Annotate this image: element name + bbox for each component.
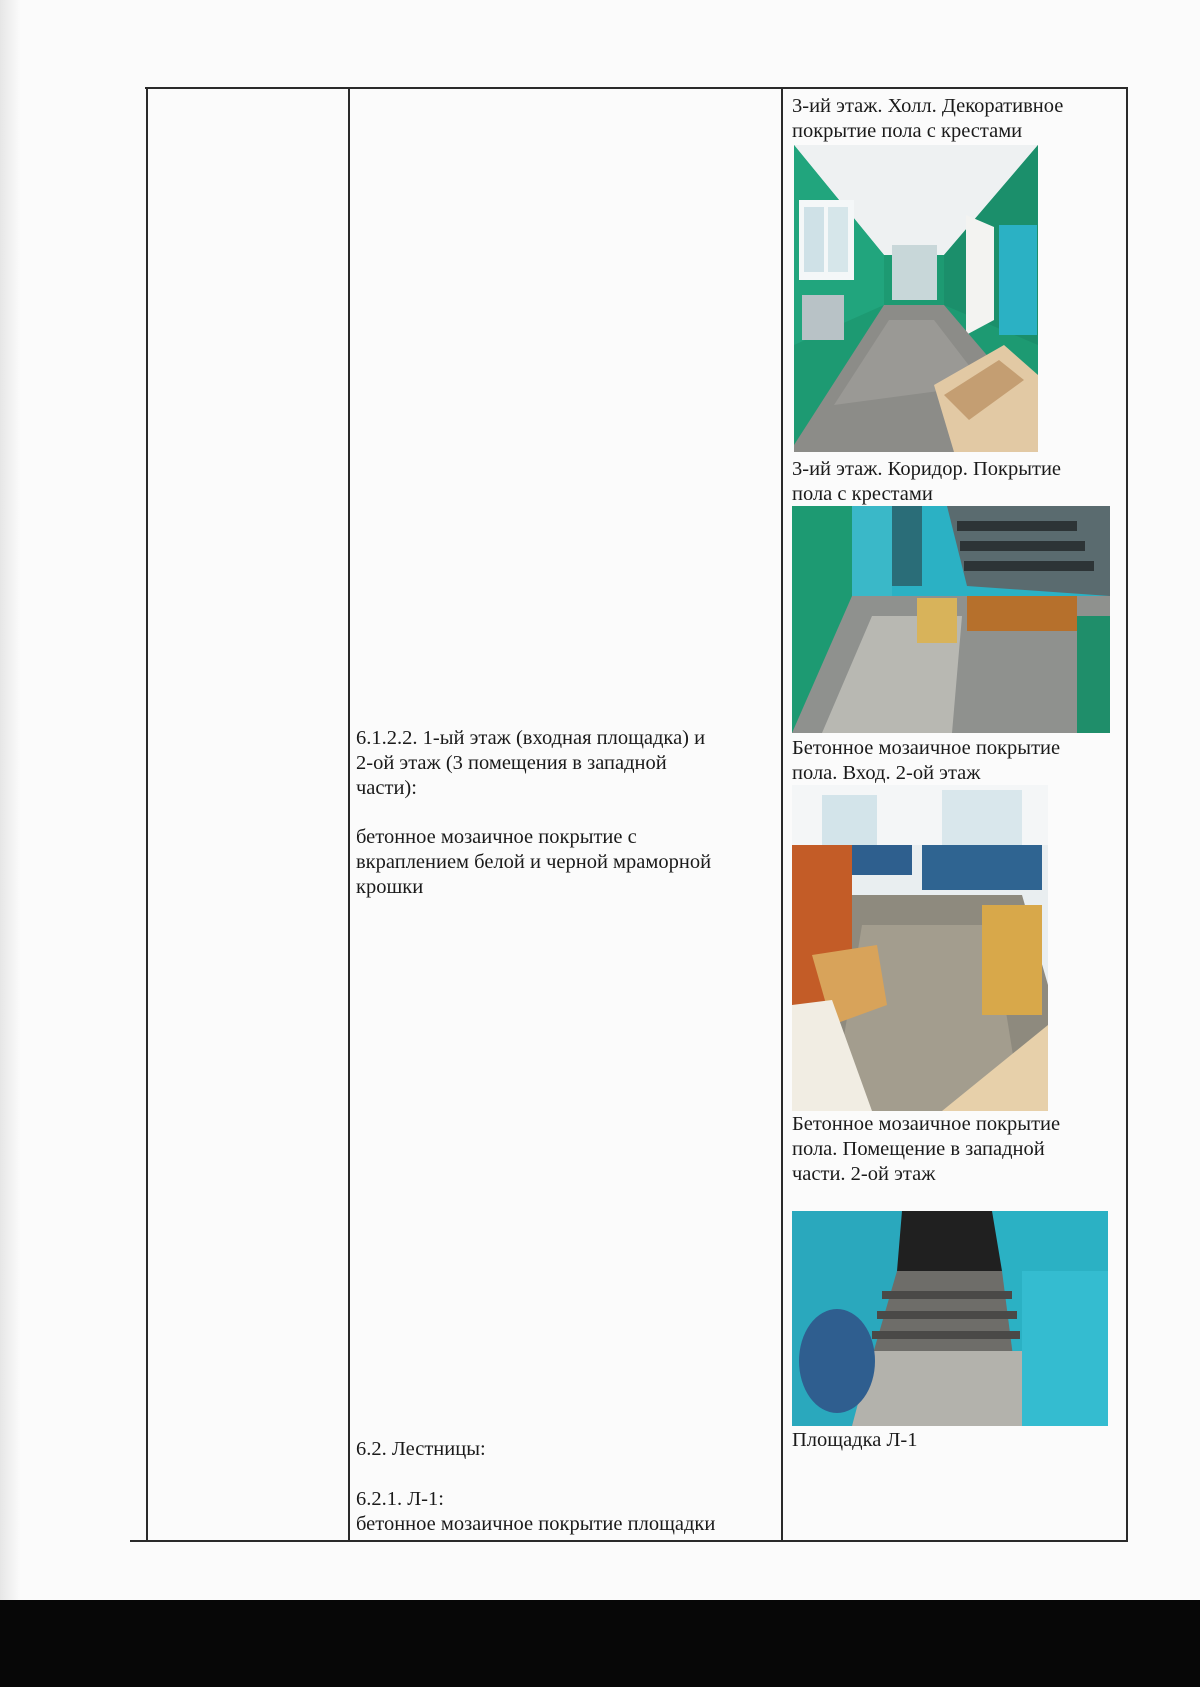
section-6-2-1-heading: 6.2.1. Л-1:	[356, 1488, 444, 1510]
photo-hall-3rd-floor	[794, 145, 1038, 452]
photo-1-caption-line: покрытие пола с крестами	[792, 120, 1023, 142]
photo-1-caption-line: 3-ий этаж. Холл. Декоративное	[792, 95, 1064, 117]
scan-bottom-dark-band	[0, 1600, 1200, 1687]
photo-5-caption: Площадка Л-1	[792, 1429, 918, 1451]
heading-line: 2-ой этаж (3 помещения в западной	[356, 752, 667, 774]
photo-corridor-3rd-floor	[792, 506, 1110, 733]
photo-4-caption-line: части. 2-ой этаж	[792, 1163, 936, 1185]
photo-4-caption-line: пола. Помещение в западной	[792, 1138, 1045, 1160]
heading-line: части):	[356, 777, 417, 799]
table-right-border	[1126, 87, 1128, 1542]
table-column-divider-2	[781, 87, 783, 1542]
table-top-border	[145, 87, 1128, 89]
section-6-2-heading: 6.2. Лестницы:	[356, 1438, 486, 1460]
scan-edge-shade	[0, 0, 20, 1600]
table-bottom-border	[130, 1540, 1128, 1542]
photo-2-caption-line: 3-ий этаж. Коридор. Покрытие	[792, 458, 1062, 480]
table-column-divider-1	[348, 87, 350, 1542]
section-6-2-1-description: бетонное мозаичное покрытие площадки	[356, 1513, 716, 1535]
photo-3-caption-line: Бетонное мозаичное покрытие	[792, 737, 1061, 759]
heading-line: 6.1.2.2. 1-ый этаж (входная площадка) и	[356, 727, 706, 749]
description-line: вкраплением белой и черной мраморной	[356, 851, 712, 873]
photo-entrance-2nd-floor	[792, 785, 1048, 1111]
photo-4-caption-line: Бетонное мозаичное покрытие	[792, 1113, 1061, 1135]
photo-landing-l1	[792, 1211, 1108, 1426]
photo-3-caption-line: пола. Вход. 2-ой этаж	[792, 762, 981, 784]
photo-2-caption-line: пола с крестами	[792, 483, 933, 505]
description-line: крошки	[356, 876, 424, 898]
description-line: бетонное мозаичное покрытие с	[356, 826, 637, 848]
table-left-border	[146, 87, 148, 1542]
